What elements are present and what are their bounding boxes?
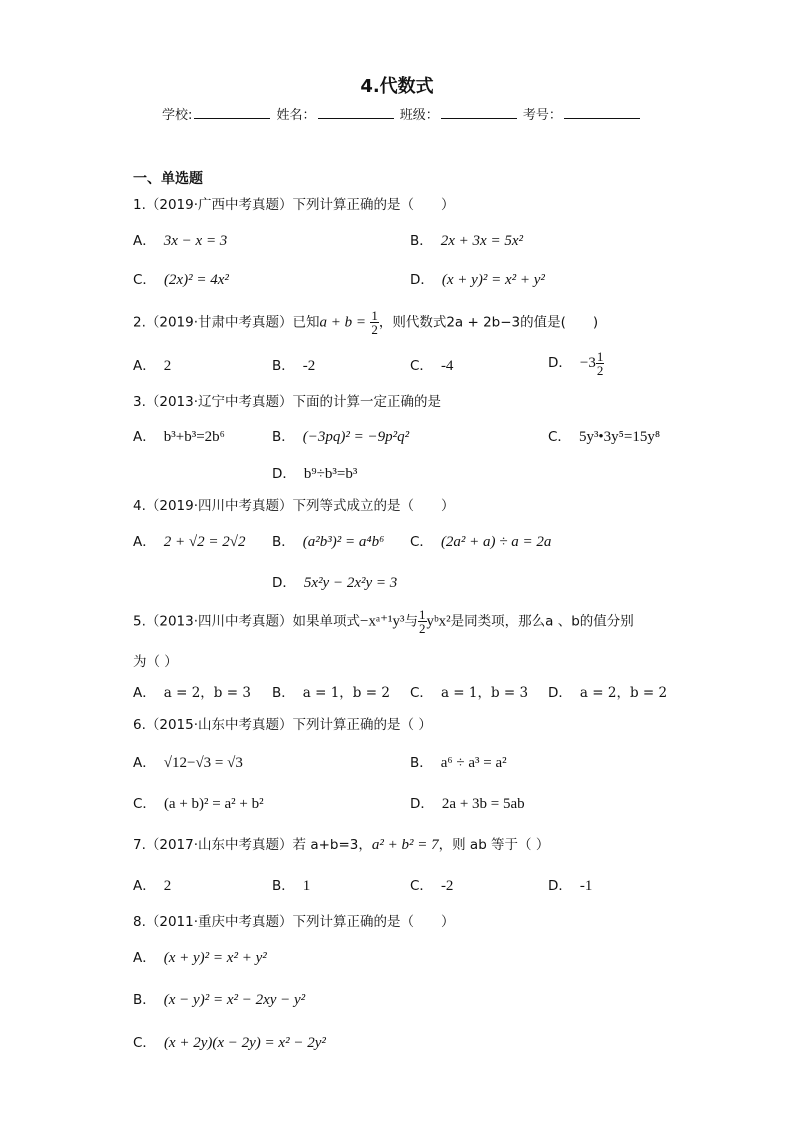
name-blank[interactable] xyxy=(318,106,394,119)
q1-option-a[interactable]: A． 3x − x = 3 xyxy=(133,233,228,249)
q4-option-b[interactable]: B． (a²b³)² = a⁴b⁶ xyxy=(272,534,385,550)
q8-option-c[interactable]: C． (x + 2y)(x − 2y) = x² − 2y² xyxy=(133,1035,326,1051)
q7-option-a[interactable]: A． 2 xyxy=(133,878,172,894)
question-5-stem: 5.（2013·四川中考真题）如果单项式−xᵃ⁺¹y³与 $\frac{1}{2}$ yᵇx²是同类项，那么a 、b的值分别 xyxy=(133,607,634,636)
q7-option-c[interactable]: C． -2 xyxy=(410,878,454,894)
q8-option-a[interactable]: A． (x + y)² = x² + y² xyxy=(133,950,267,966)
school-blank[interactable] xyxy=(194,106,270,119)
q5-option-a[interactable]: A． a = 2，b = 3 xyxy=(133,685,251,701)
q1-option-b[interactable]: B． 2x + 3x = 5x² xyxy=(410,233,523,249)
q4-option-c[interactable]: C． (2a² + a) ÷ a = 2a xyxy=(410,534,552,550)
question-5-stem-cont: 为（ ） xyxy=(133,654,178,670)
q1-option-d[interactable]: D． (x + y)² = x² + y² xyxy=(410,272,545,288)
q2-option-c[interactable]: C． -4 xyxy=(410,358,454,374)
q8-option-b[interactable]: B． (x − y)² = x² − 2xy − y² xyxy=(133,992,306,1008)
q5-option-c[interactable]: C． a = 1，b = 3 xyxy=(410,685,529,701)
question-6-stem: 6.（2015·山东中考真题）下列计算正确的是（ ） xyxy=(133,717,432,733)
q7-option-b[interactable]: B． 1 xyxy=(272,878,311,894)
id-label: 考号： xyxy=(522,108,562,123)
school-label: 学校: xyxy=(162,108,193,123)
q3-option-b[interactable]: B． (−3pq)² = −9p²q² xyxy=(272,429,410,445)
q3-option-a[interactable]: A． b³+b³=2b⁶ xyxy=(133,429,225,445)
question-4-stem: 4.（2019·四川中考真题）下列等式成立的是（ ） xyxy=(133,498,455,514)
q6-option-c[interactable]: C． (a + b)² = a² + b² xyxy=(133,796,264,812)
question-2-stem: 2.（2019·甘肃中考真题）已知a + b = $\frac{1}{2}$ ，则代数式2a + 2b−3的值是( ) xyxy=(133,308,599,337)
name-label: 姓名： xyxy=(276,108,316,123)
q2-option-d[interactable]: D． −3 $\frac{1}{2}$ xyxy=(548,349,604,378)
question-3-stem: 3.（2013·辽宁中考真题）下面的计算一定正确的是 xyxy=(133,394,442,410)
q6-option-d[interactable]: D． 2a + 3b = 5ab xyxy=(410,796,525,812)
q6-option-a[interactable]: A． √12−√3 = √3 xyxy=(133,755,243,771)
q6-option-b[interactable]: B． a⁶ ÷ a³ = a² xyxy=(410,755,507,771)
q2-fraction: $\frac{1}{2}$ xyxy=(371,308,378,337)
q4-option-a[interactable]: A． 2 + √2 = 2√2 xyxy=(133,534,246,550)
q3-option-d[interactable]: D． b⁹÷b³=b³ xyxy=(272,466,358,482)
q2-option-b[interactable]: B． -2 xyxy=(272,358,316,374)
page-title: 4.代数式 xyxy=(360,76,434,97)
class-blank[interactable] xyxy=(441,106,517,119)
section-heading: 一、单选题 xyxy=(133,171,203,187)
class-label: 班级： xyxy=(399,108,439,123)
q1-option-c[interactable]: C． (2x)² = 4x² xyxy=(133,272,229,288)
question-1-stem: 1.（2019·广西中考真题）下列计算正确的是（ ） xyxy=(133,197,455,213)
question-8-stem: 8.（2011·重庆中考真题）下列计算正确的是（ ） xyxy=(133,914,455,930)
q5-option-d[interactable]: D． a = 2，b = 2 xyxy=(548,685,668,701)
q3-option-c[interactable]: C． 5y³•3y⁵=15y⁸ xyxy=(548,429,661,445)
id-blank[interactable] xyxy=(564,106,640,119)
q5-option-b[interactable]: B． a = 1，b = 2 xyxy=(272,685,390,701)
q4-option-d[interactable]: D． 5x²y − 2x²y = 3 xyxy=(272,575,398,591)
student-info-line xyxy=(162,104,642,123)
question-7-stem: 7.（2017·山东中考真题）若 a+b=3，a² + b² = 7，则 ab 等于（ ） xyxy=(133,837,550,853)
q7-option-d[interactable]: D． -1 xyxy=(548,878,593,894)
q2-option-a[interactable]: A． 2 xyxy=(133,358,172,374)
